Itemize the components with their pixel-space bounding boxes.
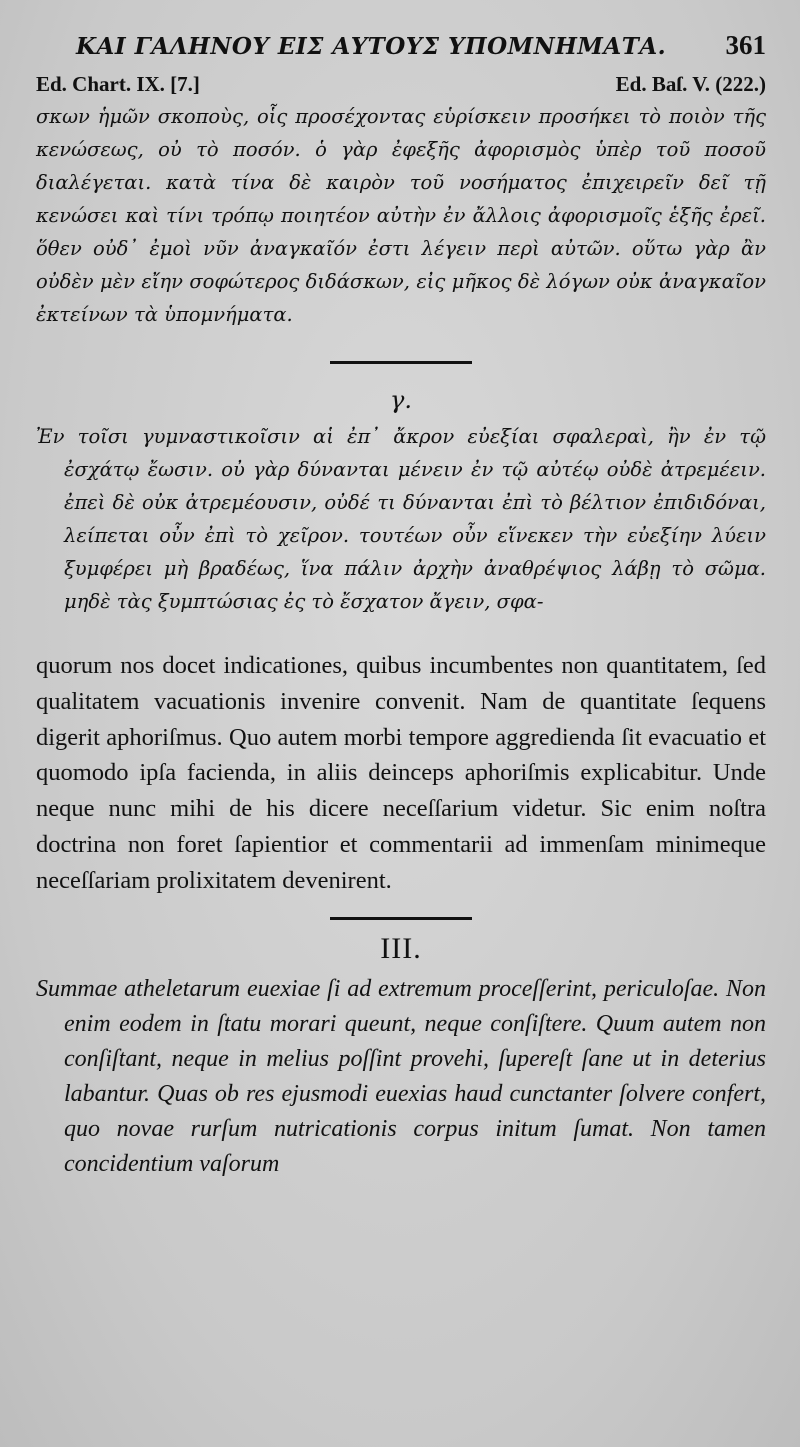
greek-commentary-text: σκων ἡμῶν σκοποὺς, οἷς προσέχοντας εὑρίσκειν προσήκει τὸ ποιὸν τῆς κενώσεως, οὐ τὸ ποσόν. ὁ γὰρ ἐφεξῆς ἀφορισμὸς ὑπὲρ τοῦ ποσοῦ διαλέγεται. κατὰ τίνα δὲ καιρὸν τοῦ νοσήματος ἐπιχειρεῖν δεῖ τῇ κενώσει καὶ τίνι τρόπῳ ποιητέον αὐτὴν ἐν ἄλλοις ἀφορισμοῖς ἑξῆς ἐρεῖ. ὅθεν οὐδ᾽ ἐμοὶ νῦν ἀναγκαῖόν ἐστι λέγειν περὶ αὐτῶν. οὕτω γὰρ ἂν οὐδὲν μὲν εἴην σοφώτερος διδάσκων, εἰς μῆκος δὲ λόγων οὐκ ἀναγκαῖον ἐκτείνων τὰ ὑπομνήματα. [36, 105, 766, 326]
latin-aphorism [36, 972, 766, 1182]
latin-commentary-text: quorum nos docet indicationes, quibus incumbentes non quantitatem, ſed qualitatem vacuationis invenire convenit. Nam de quantitate ſequens digerit aphoriſmus. Quo autem morbi tempore aggredienda ſit evacuatio et quomodo ipſa facienda, in aliis deinceps aphoriſmis explicabitur. Unde neque nunc mihi de his dicere neceſſarium videtur. Sic enim noſtra doctrina non foret ſapientior et commentarii ad immenſam minimeque neceſſariam prolixitatem devenirent. [36, 652, 766, 894]
greek-section-number: γ. [390, 386, 412, 414]
latin-section-number: III. [380, 931, 422, 965]
section-divider-rule [330, 361, 472, 364]
edition-left: Ed. Chart. IX. [7.] [36, 72, 200, 96]
greek-aphorism [36, 420, 766, 618]
running-title: ΚΑΙ ΓΑΛΗΝΟΥ ΕΙΣ ΑΥΤΟΥΣ ΥΠΟΜΝΗΜΑΤΑ. [76, 33, 667, 60]
section-divider-rule-latin [330, 917, 472, 920]
edition-right: Ed. Baſ. V. (222.) [615, 72, 766, 96]
edition-references [36, 72, 766, 100]
page-number: 361 [725, 30, 766, 60]
latin-aphorism-text: Summae atheletarum euexiae ſi ad extremum proceſſerint, periculoſae. Non enim eodem in ſtatu morari queunt, neque conſiſtere. Quum autem non conſiſtant, neque in melius poſſint provehi, ſupereſt ſane ut in deterius labantur. Quas ob res ejusmodi euexias haud cunctanter ſolvere confert, quo novae rurſum nutricationis corpus initum ſumat. Non tamen concidentium vaſorum [36, 975, 766, 1177]
greek-commentary [36, 100, 766, 331]
latin-commentary [36, 648, 766, 899]
running-head [36, 30, 766, 70]
greek-aphorism-text: Ἐν τοῖσι γυμναστικοῖσιν αἱ ἐπ᾽ ἄκρον εὐεξίαι σφαλεραὶ, ἢν ἐν τῷ ἐσχάτῳ ἔωσιν. οὐ γὰρ δύνανται μένειν ἐν τῷ αὐτέῳ οὐδὲ ἀτρεμέειν. ἐπεὶ δὲ οὐκ ἀτρεμέουσιν, οὐδέ τι δύνανται ἐπὶ τὸ βέλτιον ἐπιδιδόναι, λείπεται οὖν ἐπὶ τὸ χεῖρον. τουτέων οὖν εἵνεκεν τὴν εὐεξίην λύειν ξυμφέρει μὴ βραδέως, ἵνα πάλιν ἀρχὴν ἀναθρέψιος λάβῃ τὸ σῶμα. μηδὲ τὰς ξυμπτώσιας ἐς τὸ ἔσχατον ἄγειν, σφα- [36, 425, 766, 613]
